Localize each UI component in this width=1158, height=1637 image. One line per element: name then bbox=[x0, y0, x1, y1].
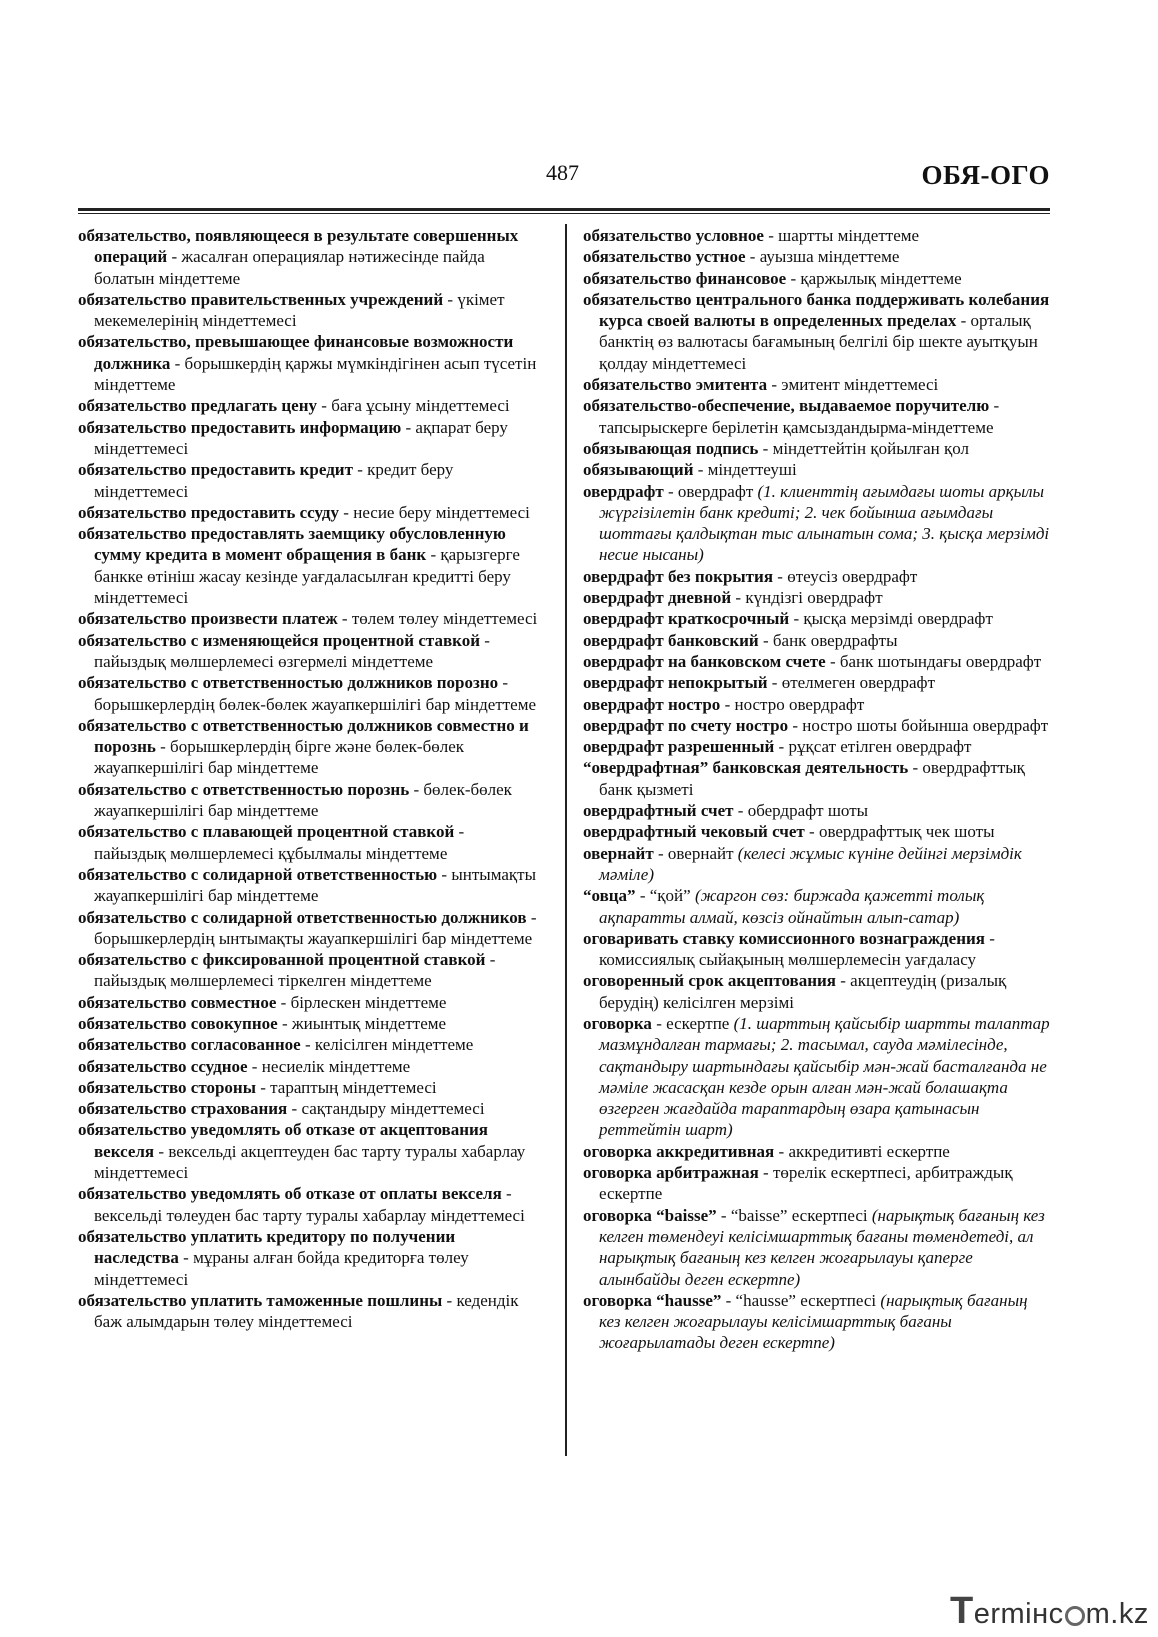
entry-separator: - bbox=[352, 460, 368, 480]
entry-note: (нарықтық бағаның кез келген жоғарылауы келісімшарттық бағаны жоғарылатады деген ескертпе) bbox=[599, 1290, 1028, 1353]
entry-definition: өтеусіз овердрафт bbox=[787, 566, 918, 586]
entry-definition: вексельді акцептеуден бас тарту туралы хабарлау міндеттемесі bbox=[94, 1141, 526, 1183]
entry-definition: ақпарат беру міндеттемесі bbox=[94, 417, 508, 458]
entry-term: оговорка “hausse” bbox=[583, 1290, 722, 1310]
entry-term: обязывающий bbox=[583, 460, 694, 480]
dictionary-entry bbox=[78, 864, 540, 907]
entry-separator: - bbox=[774, 1141, 789, 1161]
dictionary-entry bbox=[78, 907, 540, 950]
entry-separator: - bbox=[167, 247, 182, 267]
entry-separator: - bbox=[178, 1248, 194, 1268]
dictionary-entry bbox=[78, 1226, 540, 1290]
entry-separator: - bbox=[443, 289, 458, 309]
dictionary-entry bbox=[583, 1205, 1053, 1290]
entry-definition: өтелмеген овердрафт bbox=[781, 673, 935, 693]
entry-separator: - bbox=[442, 1290, 457, 1310]
dictionary-entry bbox=[583, 374, 1053, 395]
entry-note: (нарықтық бағаның кез келген төмендеуі келісімшарттық бағаны төмендетеді, ал нарықтық бағаның кез келген жоғарылауы қаперге алынбайды деген ескертпе) bbox=[599, 1205, 1045, 1289]
dictionary-entry bbox=[78, 949, 540, 992]
entry-definition: қысқа мерзімді овердрафт bbox=[803, 609, 993, 629]
entry-separator: - bbox=[526, 907, 537, 927]
entry-term: обязательство уведомлять об отказе от оплаты векселя bbox=[78, 1184, 502, 1204]
entry-definition: мұраны алған бойда кредиторға төлеу міндеттемесі bbox=[94, 1248, 469, 1289]
dictionary-entry bbox=[583, 566, 1053, 587]
entry-term: “овца” bbox=[583, 886, 636, 906]
dictionary-entry bbox=[583, 268, 1053, 289]
running-head: ОБЯ-ОГО bbox=[921, 160, 1050, 190]
entry-definition: кредит беру міндеттемесі bbox=[94, 460, 454, 501]
entry-term: обязательство-обеспечение, выдаваемое поручителю bbox=[583, 396, 990, 416]
entry-term: обязательство уплатить кредитору по получении наследства bbox=[78, 1226, 456, 1268]
entry-definition: банк шотындағы овердрафт bbox=[839, 651, 1042, 671]
entry-definition: қарызгерге банкке өтініш жасау кезінде уағдаласылған кредитті беру міндеттемесі bbox=[94, 545, 520, 608]
entry-term: обязательство с ответственностью должников порозно bbox=[78, 673, 499, 693]
entry-term: овердрафт без покрытия bbox=[583, 566, 774, 586]
entry-term: обязывающая подпись bbox=[583, 438, 759, 458]
entry-definition: ностро овердрафт bbox=[734, 694, 865, 714]
right-column bbox=[583, 225, 1053, 1354]
dictionary-entry bbox=[78, 289, 540, 332]
entry-term: оговорка bbox=[583, 1013, 652, 1033]
entry-definition: ностро шоты бойынша овердрафт bbox=[802, 715, 1049, 735]
dictionary-entry bbox=[583, 800, 1053, 821]
entry-separator: - bbox=[300, 1035, 315, 1055]
dictionary-entry bbox=[583, 736, 1053, 757]
entry-term: овердрафт на банковском счете bbox=[583, 651, 826, 671]
entry-definition: бөлек-бөлек жауапкершілігі бар міндеттеме bbox=[94, 779, 512, 821]
entry-definition: міндеттеуші bbox=[707, 460, 797, 480]
entry-term: овердрафт непокрытый bbox=[583, 673, 768, 693]
entry-separator: - bbox=[721, 1290, 736, 1310]
entry-term: обязательство страхования bbox=[78, 1099, 288, 1119]
entry-separator: - bbox=[788, 715, 803, 735]
entry-definition: баға ұсыну міндеттемесі bbox=[331, 396, 510, 416]
entry-term: обязательство устное bbox=[583, 247, 746, 267]
dictionary-entry bbox=[78, 1119, 540, 1183]
dictionary-entry bbox=[78, 523, 540, 608]
entry-definition: несие беру міндеттемесі bbox=[353, 502, 530, 522]
entry-term: обязательство с ответственностью должников совместно и порознь bbox=[78, 715, 529, 757]
entry-separator: - bbox=[758, 438, 773, 458]
entry-term: обязательство условное bbox=[583, 226, 764, 245]
entry-definition: овердрафттық банк қызметі bbox=[599, 758, 1025, 799]
dictionary-entry bbox=[78, 502, 540, 523]
dictionary-entry bbox=[78, 417, 540, 460]
entry-note: (келесі жұмыс күніне дейінгі мерзімдік мәміле) bbox=[599, 843, 1022, 884]
dictionary-entry bbox=[583, 843, 1053, 886]
entry-definition: қаржылық міндеттеме bbox=[800, 268, 962, 288]
entry-term: овернайт bbox=[583, 843, 654, 863]
entry-separator: - bbox=[485, 950, 496, 970]
entry-term: обязательство произвести платеж bbox=[78, 609, 338, 629]
entry-separator: - bbox=[767, 673, 782, 693]
logo-o-icon bbox=[1065, 1606, 1085, 1626]
entry-term: обязательство предоставить кредит bbox=[78, 460, 353, 480]
entry-definition: төлем төлеу міндеттемесі bbox=[351, 609, 538, 629]
dictionary-entry bbox=[583, 1013, 1053, 1141]
entry-definition: кедендік баж алымдарын төлеу міндеттемесі bbox=[94, 1290, 519, 1332]
dictionary-entry bbox=[583, 630, 1053, 651]
dictionary-entry bbox=[78, 459, 540, 502]
dictionary-entry bbox=[583, 225, 1053, 246]
entry-term: овердрафт ностро bbox=[583, 694, 721, 714]
entry-separator: - bbox=[498, 673, 509, 693]
entry-separator: - bbox=[731, 588, 746, 608]
entry-definition: борышкерлердің бөлек-бөлек жауапкершілігі бар міндеттеме bbox=[94, 694, 537, 714]
entry-definition: борышкерлердің бірге және бөлек-бөлек жауапкершілігі бар міндеттеме bbox=[94, 737, 465, 778]
dictionary-entry bbox=[78, 1290, 540, 1333]
entry-definition: овердрафттық чек шоты bbox=[818, 822, 995, 842]
entry-term: овердрафт дневной bbox=[583, 588, 732, 608]
dictionary-entry bbox=[583, 459, 1053, 480]
entry-separator: - bbox=[789, 609, 804, 629]
entry-definition: келісілген міндеттеме bbox=[314, 1035, 474, 1055]
entry-term: обязательство с ответственностью порознь bbox=[78, 779, 410, 799]
entry-term: обязательство с изменяющейся процентной ставкой bbox=[78, 630, 480, 650]
dictionary-entry bbox=[583, 651, 1053, 672]
entry-separator: - bbox=[635, 886, 650, 906]
entry-term: обязательство совместное bbox=[78, 992, 277, 1012]
entry-term: овердрафт разрешенный bbox=[583, 737, 775, 757]
watermark-logo bbox=[950, 1590, 1149, 1633]
entry-term: обязательство центрального банка поддерживать колебания курса своей валюты в определенных пределах bbox=[583, 289, 1050, 331]
dictionary-entry bbox=[583, 970, 1053, 1013]
entry-definition: жасалған операциялар нәтижесінде пайда болатын міндеттеме bbox=[94, 247, 485, 288]
entry-note: (1. шарттың қайсыбір шартты талаптар мазмұндалған тармағы; 2. тасымал, сауда мәмілесінде, сақтандыру шартындағы қайсыбір мән-жай басталғанда не мәміле жасасқан кезде орын алған мән-жай болашақта өзгерген жағдайда тараптардың өзара қатынасын реттейтін шарт) bbox=[599, 1013, 1050, 1140]
entry-definition: бірлескен міндеттеме bbox=[290, 992, 447, 1012]
entry-definition: орталық банктің өз валютасы бағамының белгілі бір шекте ауытқуын қолдау міндеттемесі bbox=[599, 311, 1038, 373]
entry-separator: - bbox=[774, 737, 789, 757]
entry-term: обязательство финансовое bbox=[583, 268, 787, 288]
entry-definition: овернайт bbox=[667, 843, 738, 863]
entry-term: обязательство с фиксированной процентной ставкой bbox=[78, 950, 486, 970]
entry-separator: - bbox=[651, 1013, 667, 1033]
entry-separator: - bbox=[956, 311, 971, 331]
entry-definition: тараптың міндеттемесі bbox=[270, 1077, 437, 1097]
logo-text-start: ermінс bbox=[973, 1598, 1064, 1630]
entry-definition: міндеттейтін қойылған қол bbox=[772, 438, 969, 458]
entry-definition: үкімет мекемелерінің міндеттемесі bbox=[94, 289, 505, 331]
entry-term: обязательство ссудное bbox=[78, 1056, 248, 1076]
entry-separator: - bbox=[733, 801, 748, 821]
dictionary-entry bbox=[583, 757, 1053, 800]
header-rule-thin bbox=[78, 213, 1050, 214]
entry-separator: - bbox=[786, 268, 801, 288]
entry-term: оговорка арбитражная bbox=[583, 1163, 759, 1183]
entry-definition: ынтымақты жауапкершілігі бар міндеттеме bbox=[94, 864, 536, 906]
entry-definition: борышкердің қаржы мүмкіндігінен асып түсетін міндеттеме bbox=[94, 353, 537, 395]
entry-separator: - bbox=[758, 630, 773, 650]
entry-separator: - bbox=[985, 928, 995, 948]
entry-definition: пайыздық мөлшерлемесі өзгермелі міндеттеме bbox=[94, 651, 434, 671]
entry-separator: - bbox=[653, 843, 668, 863]
header-rule bbox=[78, 208, 1050, 211]
entry-separator: - bbox=[155, 737, 171, 757]
entry-term: обязательство с солидарной ответственностью bbox=[78, 864, 438, 884]
dictionary-entry bbox=[78, 225, 540, 289]
entry-separator: - bbox=[401, 417, 416, 437]
entry-term: обязательство предлагать цену bbox=[78, 396, 318, 416]
entry-separator: - bbox=[720, 694, 735, 714]
dictionary-entry bbox=[583, 395, 1053, 438]
entry-definition: аккредитивті ескертпе bbox=[788, 1141, 950, 1161]
entry-definition: банк овердрафты bbox=[772, 630, 898, 650]
dictionary-entry bbox=[583, 1162, 1053, 1205]
dictionary-entry bbox=[78, 1098, 540, 1119]
entry-separator: - bbox=[836, 971, 851, 991]
entry-separator: - bbox=[716, 1205, 731, 1225]
dictionary-entry bbox=[78, 715, 540, 779]
entry-definition: комиссиялық сыйақының мөлшерлемесін уағдаласу bbox=[599, 950, 977, 970]
left-column bbox=[78, 225, 540, 1332]
entry-separator: - bbox=[277, 1013, 292, 1033]
entry-term: обязательство, превышающее финансовые возможности должника bbox=[78, 332, 514, 373]
entry-term: “овердрафтная” банковская деятельность bbox=[583, 758, 909, 778]
dictionary-entry bbox=[583, 928, 1053, 971]
logo-letter: T bbox=[950, 1590, 974, 1632]
entry-separator: - bbox=[426, 545, 441, 565]
entry-term: обязательство согласованное bbox=[78, 1035, 301, 1055]
entry-separator: - bbox=[908, 758, 923, 778]
entry-term: овердрафт банковский bbox=[583, 630, 759, 650]
dictionary-entry bbox=[583, 715, 1053, 736]
entry-definition: пайыздық мөлшерлемесі тіркелген міндеттеме bbox=[94, 971, 432, 991]
dictionary-entry bbox=[583, 587, 1053, 608]
entry-term: оговорка аккредитивная bbox=[583, 1141, 775, 1161]
entry-separator: - bbox=[454, 822, 465, 842]
dictionary-entry bbox=[583, 885, 1053, 928]
entry-definition: “baisse” ескертпесі bbox=[730, 1205, 872, 1225]
entry-definition: күндізгі овердрафт bbox=[745, 588, 883, 608]
entry-note: (1. клиенттің ағымдағы шоты арқылы жүргізілетін банк кредиті; 2. чек бойынша ағымдағы шоттағы қалдықтан тыс алынатын сома; 3. қысқа мерзімді несие нысаны) bbox=[599, 481, 1050, 565]
logo-text-end: m.kz bbox=[1085, 1598, 1149, 1630]
entry-term: оговорка “baisse” bbox=[583, 1205, 717, 1225]
dictionary-entry bbox=[583, 672, 1053, 693]
entry-separator: - bbox=[409, 779, 424, 799]
entry-term: обязательство с солидарной ответственностью должников bbox=[78, 907, 527, 927]
entry-definition: борышкерлердің ынтымақты жауапкершілігі бар міндеттеме bbox=[94, 928, 533, 948]
dictionary-entry bbox=[583, 438, 1053, 459]
entry-definition: несиелік міндеттеме bbox=[261, 1056, 411, 1076]
entry-term: обязательство с плавающей процентной ставкой bbox=[78, 822, 455, 842]
dictionary-entry bbox=[78, 608, 540, 629]
entry-term: овердрафтный чековый счет bbox=[583, 822, 805, 842]
entry-term: овердрафт краткосрочный bbox=[583, 609, 790, 629]
entry-definition: жиынтық міндеттеме bbox=[291, 1013, 447, 1033]
entry-term: овердрафт по счету ностро bbox=[583, 715, 789, 735]
entry-separator: - bbox=[663, 481, 678, 501]
dictionary-entry bbox=[78, 821, 540, 864]
dictionary-entry bbox=[78, 992, 540, 1013]
entry-definition: ескертпе bbox=[666, 1013, 734, 1033]
entry-separator: - bbox=[247, 1056, 262, 1076]
dictionary-entry bbox=[583, 694, 1053, 715]
entry-definition: төрелік ескертпесі, арбитраждық ескертпе bbox=[599, 1163, 1013, 1204]
dictionary-entry bbox=[78, 1056, 540, 1077]
entry-term: обязательство предоставить ссуду bbox=[78, 502, 340, 522]
page-number: 487 bbox=[546, 160, 579, 185]
entry-separator: - bbox=[767, 375, 782, 395]
entry-definition: ауызша міндеттеме bbox=[759, 247, 900, 267]
entry-separator: - bbox=[825, 651, 840, 671]
entry-separator: - bbox=[763, 226, 779, 245]
dictionary-entry bbox=[78, 1183, 540, 1226]
dictionary-entry bbox=[78, 630, 540, 673]
dictionary-entry bbox=[78, 779, 540, 822]
entry-term: оговаривать ставку комиссионного вознаграждения bbox=[583, 928, 985, 948]
dictionary-entry bbox=[583, 1141, 1053, 1162]
dictionary-entry bbox=[78, 672, 540, 715]
dictionary-entry bbox=[78, 395, 540, 416]
entry-separator: - bbox=[745, 247, 760, 267]
entry-definition: “hausse” ескертпесі bbox=[735, 1290, 881, 1310]
dictionary-entry bbox=[583, 821, 1053, 842]
entry-separator: - bbox=[317, 396, 332, 416]
entry-separator: - bbox=[693, 460, 708, 480]
entry-term: обязательство предоставлять заемщику обусловленную сумму кредита в момент обращения в банк bbox=[78, 524, 506, 565]
entry-definition: шартты міндеттеме bbox=[778, 226, 920, 245]
entry-definition: акцептеудің (ризалық берудің) келісілген мерзімі bbox=[599, 971, 1007, 1012]
entry-definition: “қой” bbox=[649, 886, 695, 906]
entry-definition: рұқсат етілген овердрафт bbox=[788, 737, 972, 757]
dictionary-entry bbox=[78, 1013, 540, 1034]
entry-term: обязательство стороны bbox=[78, 1077, 256, 1097]
entry-separator: - bbox=[154, 1141, 169, 1161]
entry-separator: - bbox=[989, 396, 1000, 416]
entry-definition: эмитент міндеттемесі bbox=[781, 375, 939, 395]
dictionary-entry bbox=[583, 246, 1053, 267]
dictionary-entry bbox=[78, 1034, 540, 1055]
entry-separator: - bbox=[256, 1077, 271, 1097]
entry-term: обязательство эмитента bbox=[583, 375, 768, 395]
entry-definition: сақтандыру міндеттемесі bbox=[301, 1099, 485, 1119]
entry-separator: - bbox=[337, 609, 352, 629]
dictionary-entry bbox=[78, 331, 540, 395]
entry-separator: - bbox=[480, 630, 490, 650]
entry-term: обязательство предоставить информацию bbox=[78, 417, 402, 437]
entry-definition: тапсырыскерге берілетін қамсыздандырма-міндеттеме bbox=[599, 417, 994, 437]
entry-term: овердрафт bbox=[583, 481, 664, 501]
entry-separator: - bbox=[339, 502, 354, 522]
entry-definition: обердрафт шоты bbox=[747, 801, 869, 821]
entry-separator: - bbox=[773, 566, 788, 586]
entry-separator: - bbox=[804, 822, 819, 842]
dictionary-entry bbox=[78, 1077, 540, 1098]
entry-separator: - bbox=[758, 1163, 773, 1183]
entry-definition: овердрафт bbox=[677, 481, 758, 501]
entry-note: (жаргон сөз: биржада қажетті толық ақпаратты алмай, көзсіз ойнайтын алып-сатар) bbox=[599, 886, 985, 927]
entry-separator: - bbox=[437, 864, 452, 884]
column-divider bbox=[565, 224, 567, 1456]
dictionary-entry bbox=[583, 608, 1053, 629]
entry-definition: пайыздық мөлшерлемесі құбылмалы міндеттеме bbox=[94, 843, 448, 863]
entry-term: овердрафтный счет bbox=[583, 801, 734, 821]
entry-term: обязательство правительственных учреждений bbox=[78, 289, 444, 309]
entry-definition: вексельді төлеуден бас тарту туралы хабарлау міндеттемесі bbox=[94, 1205, 525, 1225]
entry-separator: - bbox=[287, 1099, 302, 1119]
entry-term: обязательство совокупное bbox=[78, 1013, 278, 1033]
entry-separator: - bbox=[170, 353, 185, 373]
entry-separator: - bbox=[276, 992, 291, 1012]
dictionary-entry bbox=[583, 481, 1053, 566]
entry-separator: - bbox=[501, 1184, 512, 1204]
entry-term: обязательство уведомлять об отказе от акцептования векселя bbox=[78, 1120, 489, 1161]
dictionary-entry bbox=[583, 289, 1053, 374]
entry-term: оговоренный срок акцептования bbox=[583, 971, 836, 991]
entry-term: обязательство уплатить таможенные пошлины bbox=[78, 1290, 443, 1310]
dictionary-entry bbox=[583, 1290, 1053, 1354]
entry-term: обязательство, появляющееся в результате совершенных операций bbox=[78, 226, 519, 267]
